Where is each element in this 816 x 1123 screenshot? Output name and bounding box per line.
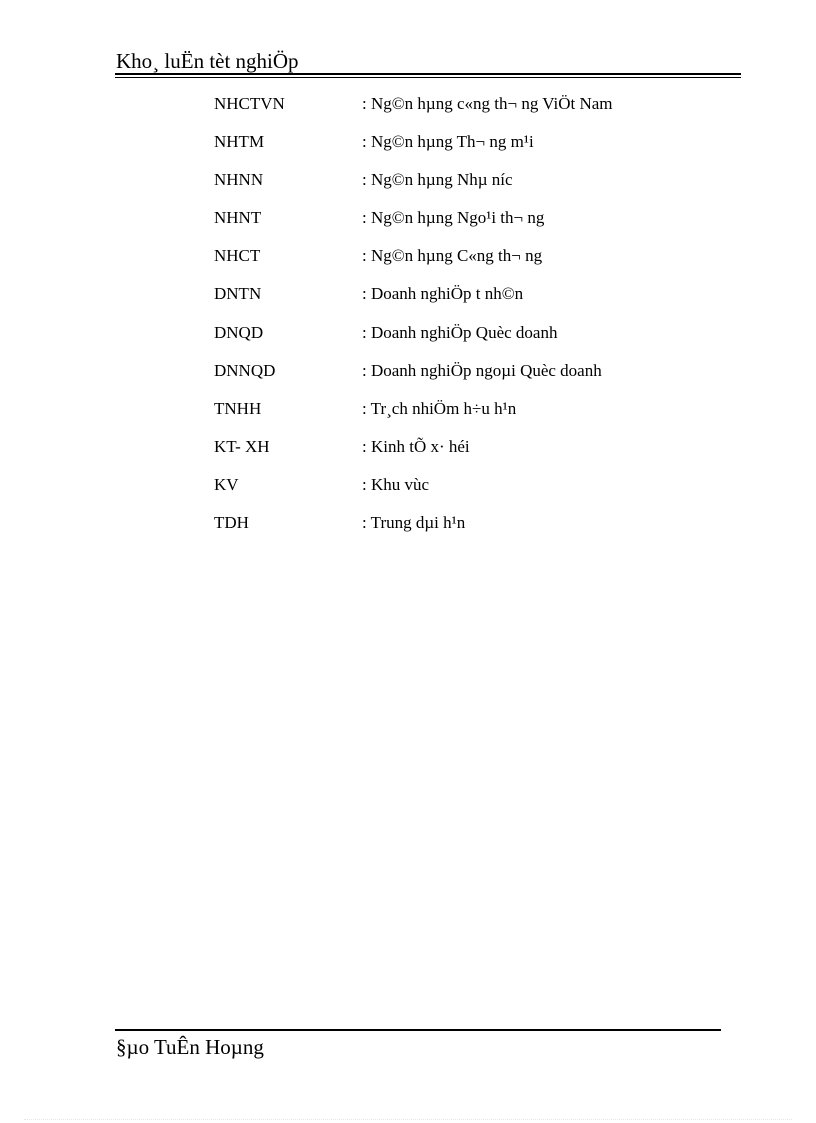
- abbreviation-term: DNTN: [214, 284, 262, 304]
- abbreviation-term: DNNQD: [214, 360, 276, 380]
- abbreviation-row: [214, 436, 674, 474]
- abbreviation-definition: : Ng©n hµng c«ng th¬ ng ViÖt Nam: [362, 94, 613, 113]
- document-header-title: Kho¸ luËn tèt nghiÖp: [116, 49, 299, 73]
- abbreviation-term: NHNT: [214, 208, 262, 228]
- abbreviation-row: [214, 207, 674, 245]
- abbreviation-term: TDH: [214, 513, 249, 533]
- abbreviation-definition: : Khu vùc: [362, 474, 430, 494]
- abbreviation-row: [214, 245, 674, 283]
- abbreviation-term: KV: [214, 474, 239, 494]
- abbreviation-definition: : Doanh nghiÖp t nh©n: [362, 284, 524, 304]
- abbreviation-definition: : Tr¸ch nhiÖm h÷u h¹n: [362, 398, 517, 418]
- abbreviation-row: [214, 474, 674, 512]
- abbreviation-term: DNQD: [214, 322, 264, 342]
- abbreviation-row: [214, 283, 674, 321]
- abbreviation-row: [214, 512, 674, 550]
- abbreviation-definition: : Doanh nghiÖp ngoµi Quèc doanh: [362, 360, 602, 380]
- page-bottom-dotted-border: [24, 1119, 792, 1120]
- abbreviation-definition: : Ng©n hµng Ngo¹i th¬ ng: [362, 208, 545, 228]
- abbreviation-term: NHNN: [214, 170, 264, 190]
- abbreviation-definition: : Kinh tÕ x· héi: [362, 436, 470, 456]
- abbreviation-row: [214, 93, 674, 131]
- header-rule-thin: [115, 77, 741, 78]
- abbreviation-definition: : Doanh nghiÖp Quèc doanh: [362, 322, 558, 342]
- footer-author-name: §µo TuÊn Hoµng: [116, 1035, 264, 1059]
- abbreviation-row: [214, 169, 674, 207]
- abbreviation-definition: : Ng©n hµng Nhµ níc: [362, 170, 513, 190]
- abbreviation-term: TNHH: [214, 398, 262, 418]
- abbreviation-definition: : Ng©n hµng Th¬ ng m¹i: [362, 132, 534, 152]
- abbreviation-row: [214, 398, 674, 436]
- abbreviation-row: [214, 131, 674, 169]
- abbreviation-term: NHTM: [214, 132, 265, 152]
- abbreviation-term: KT- XH: [214, 436, 270, 456]
- abbreviation-definition: : Ng©n hµng C«ng th¬ ng: [362, 246, 543, 266]
- abbreviation-row: [214, 360, 674, 398]
- header-rule-thick: [115, 73, 741, 75]
- abbreviation-term: NHCTVN: [214, 94, 285, 113]
- abbreviation-definition: : Trung dµi h¹n: [362, 513, 466, 533]
- footer-rule: [115, 1029, 721, 1031]
- abbreviation-term: NHCT: [214, 246, 261, 266]
- abbreviation-row: [214, 322, 674, 360]
- abbreviation-list: [214, 93, 674, 550]
